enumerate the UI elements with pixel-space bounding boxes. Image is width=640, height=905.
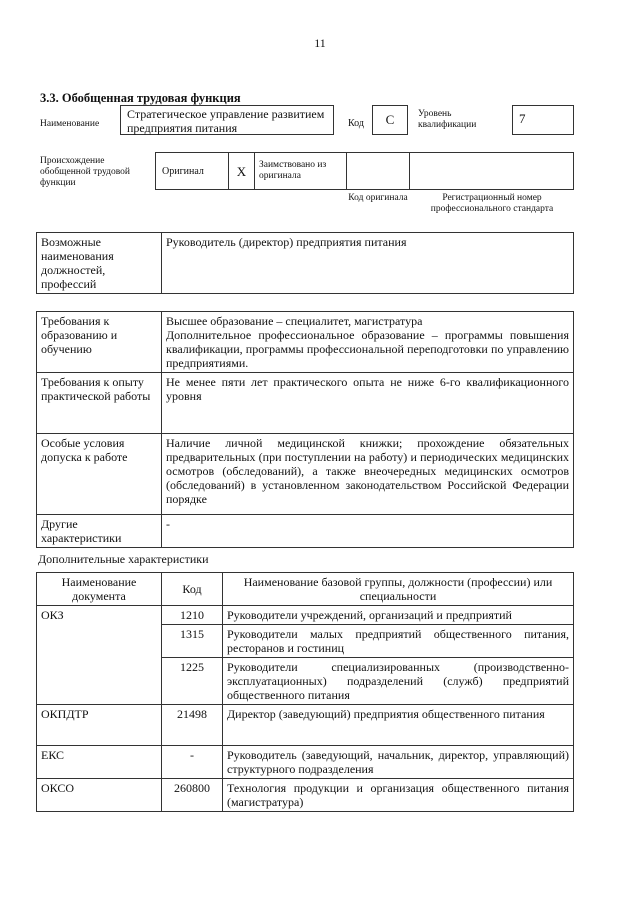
row-code: 21498 <box>162 705 223 746</box>
row-code: - <box>162 746 223 779</box>
req-education-value: Высшее образование – специалитет, магистратура Дополнительное профессиональное образование – программы повышения квалификации, программы профессиональной переподготовки по управлению предприятиями. <box>162 312 574 373</box>
row-doc: ОКЗ <box>37 606 162 705</box>
table-row <box>37 515 574 548</box>
positions-table <box>36 232 574 294</box>
row-code: 1210 <box>162 606 223 625</box>
req-admission-label: Особые условия допуска к работе <box>37 434 162 515</box>
row-name: Руководители учреждений, организаций и предприятий <box>223 606 574 625</box>
additional-title: Дополнительные характеристики <box>38 552 209 566</box>
table-row <box>37 233 574 294</box>
req-other-value: - <box>162 515 574 548</box>
req-admission-value: Наличие личной медицинской книжки; прохождение обязательных предварительных (при поступлении на работу) и периодических медицинских осмотров (обследований), а также внеочередных медицинских осмотров (обследований) в установленном законодательством Российской Федерации порядке <box>162 434 574 515</box>
row-code: 1225 <box>162 658 223 705</box>
row-doc: ОКСО <box>37 779 162 812</box>
header-name: Наименование базовой группы, должности (профессии) или специальности <box>223 573 574 606</box>
table-row <box>37 746 574 779</box>
row-code: 1315 <box>162 625 223 658</box>
req-other-label: Другие характеристики <box>37 515 162 548</box>
table-row <box>37 434 574 515</box>
function-code-value: C <box>372 105 408 135</box>
qualification-level-value: 7 <box>512 105 574 135</box>
table-row <box>37 373 574 434</box>
row-doc: ЕКС <box>37 746 162 779</box>
row-doc: ОКПДТР <box>37 705 162 746</box>
row-name: Руководители специализированных (производственно-эксплуатационных) подразделений (служб) предприятий общественного питания <box>223 658 574 705</box>
code-original-caption: Код оригинала <box>348 193 408 203</box>
positions-label: Возможные наименования должностей, профессий <box>37 233 162 294</box>
name-label: Наименование <box>40 119 100 129</box>
table-row <box>37 312 574 373</box>
original-mark: X <box>228 152 255 190</box>
header-document: Наименование документа <box>37 573 162 606</box>
table-row <box>37 705 574 746</box>
req-experience-value: Не менее пяти лет практического опыта не ниже 6-го квалификационного уровня <box>162 373 574 434</box>
additional-table <box>36 572 574 812</box>
row-name: Технология продукции и организация общественного питания (магистратура) <box>223 779 574 812</box>
code-original-cell <box>346 152 410 190</box>
requirements-table <box>36 311 574 548</box>
reg-number-cell <box>409 152 574 190</box>
row-name: Руководители малых предприятий общественного питания, ресторанов и гостиниц <box>223 625 574 658</box>
row-code: 260800 <box>162 779 223 812</box>
positions-value: Руководитель (директор) предприятия питания <box>162 233 574 294</box>
reg-number-caption: Регистрационный номер профессионального стандарта <box>430 193 554 214</box>
section-title: 3.3. Обобщенная трудовая функция <box>40 91 241 105</box>
code-label: Код <box>348 118 364 129</box>
header-code: Код <box>162 573 223 606</box>
borrowed-label: Заимствовано из оригинала <box>254 152 347 190</box>
row-name: Директор (заведующий) предприятия общественного питания <box>223 705 574 746</box>
row-name: Руководитель (заведующий, начальник, директор, управляющий) структурного подразделения <box>223 746 574 779</box>
table-row <box>37 573 574 606</box>
original-label: Оригинал <box>155 152 229 190</box>
table-row <box>37 779 574 812</box>
req-education-label: Требования к образованию и обучению <box>37 312 162 373</box>
origin-label: Происхождение обобщенной трудовой функции <box>40 156 130 188</box>
page-number: 11 <box>314 36 326 50</box>
table-row <box>37 606 574 625</box>
level-label: Уровень квалификации <box>418 109 477 130</box>
function-name-value: Стратегическое управление развитием предприятия питания <box>120 105 334 135</box>
req-experience-label: Требования к опыту практической работы <box>37 373 162 434</box>
